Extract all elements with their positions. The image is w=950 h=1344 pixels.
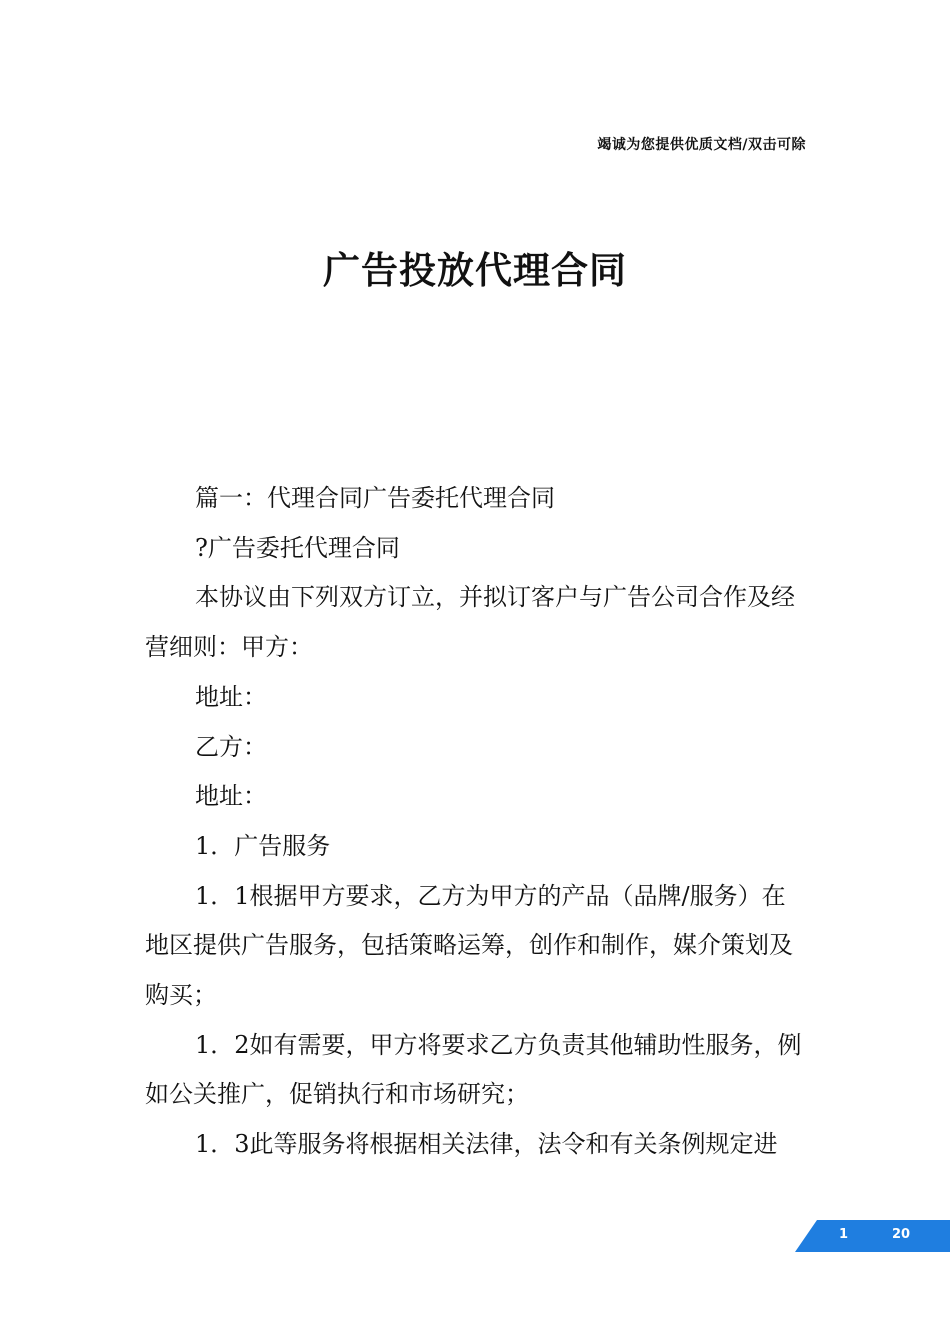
footer-ribbon bbox=[795, 1220, 950, 1252]
paragraph: 地址： bbox=[195, 782, 267, 811]
header-note: 竭诚为您提供优质文档/双击可除 bbox=[597, 137, 806, 153]
paragraph: 1．广告服务 bbox=[195, 831, 331, 860]
paragraph: 地址： bbox=[195, 682, 267, 711]
page-number-footer bbox=[795, 1220, 950, 1252]
paragraph: 1．2如有需要，甲方将要求乙方负责其他辅助性服务，例如公关推广，促销执行和市场研究； bbox=[145, 1030, 802, 1109]
current-page-number: 1 bbox=[839, 1227, 849, 1242]
paragraph: 乙方： bbox=[195, 732, 267, 761]
paragraph: 篇一：代理合同广告委托代理合同 bbox=[195, 484, 555, 512]
document-title: 广告投放代理合同 bbox=[323, 249, 627, 292]
total-page-count: 20 bbox=[892, 1227, 911, 1242]
paragraph: ?广告委托代理合同 bbox=[195, 533, 400, 562]
document-body bbox=[145, 474, 809, 1170]
paragraph: 1．3此等服务将根据相关法律，法令和有关条例规定进 bbox=[195, 1130, 778, 1159]
paragraph: 1．1根据甲方要求，乙方为甲方的产品（品牌/服务）在地区提供广告服务，包括策略运筹，创作和制作，媒介策划及购买； bbox=[145, 881, 793, 1010]
paragraph: 本协议由下列双方订立，并拟订客户与广告公司合作及经营细则：甲方： bbox=[145, 583, 795, 662]
